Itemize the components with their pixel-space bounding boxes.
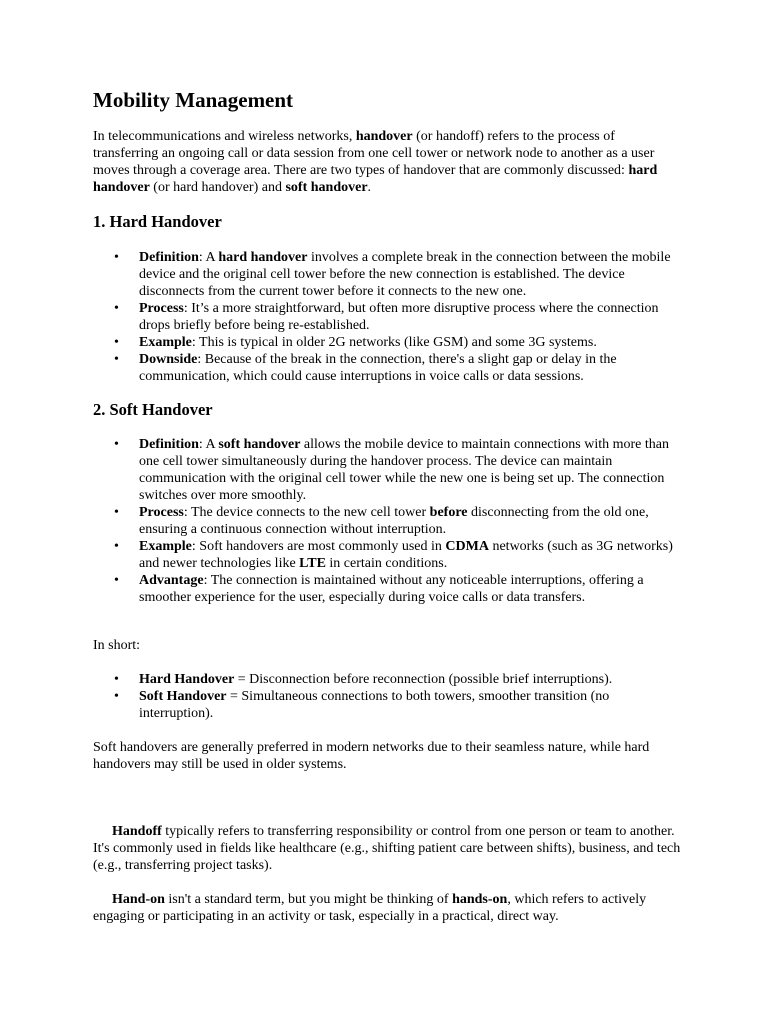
item-text: : It’s a more straightforward, but often more disruptive process where the connection drops briefly before being re-established. <box>139 301 659 333</box>
item-text: : Because of the break in the connection, there's a slight gap or delay in the communication, which could cause interruptions in voice calls or data sessions. <box>139 352 617 384</box>
handoff-paragraph <box>93 823 683 874</box>
intro-text: (or hard handover) and <box>149 180 286 195</box>
section-heading-hard-handover: 1. Hard Handover <box>93 212 222 231</box>
intro-bold-hard-handover: hard handover <box>93 163 658 195</box>
intro-paragraph <box>93 128 683 196</box>
list-item <box>93 334 683 351</box>
summary-paragraph: Soft handovers are generally preferred in modern networks due to their seamless nature, while hard handovers may still be used in older systems. <box>93 740 650 772</box>
intro-text: (or handoff) refers to the process of transferring an ongoing call or data session from one cell tower or network node to another as a user moves through a coverage area. There are two types of handover that are commonly discussed: <box>93 129 655 178</box>
item-label: Definition <box>139 250 199 265</box>
hard-handover-list <box>93 249 683 385</box>
list-item <box>93 538 683 572</box>
item-label: Downside <box>139 352 198 367</box>
item-label: Example <box>139 335 192 350</box>
item-bold: CDMA <box>445 539 489 554</box>
item-label: Process <box>139 301 184 316</box>
summary-list <box>93 671 683 722</box>
item-label: Definition <box>139 437 199 452</box>
item-label: Process <box>139 505 184 520</box>
list-item <box>93 436 683 504</box>
item-label: Hard Handover <box>139 672 235 687</box>
item-text: : The connection is maintained without any noticeable interruptions, offering a smoother experience for the user, especially during voice calls or data transfers. <box>139 573 644 605</box>
list-item <box>93 688 683 722</box>
hand-on-text: isn't a standard term, but you might be thinking of <box>164 892 453 907</box>
item-text: = Disconnection before reconnection (possible brief interruptions). <box>234 672 613 687</box>
intro-text: In telecommunications and wireless networks, <box>93 129 356 144</box>
page-title: Mobility Management <box>93 88 294 112</box>
list-item <box>93 572 683 606</box>
item-bold: before <box>429 505 468 520</box>
hand-on-text: , which refers to actively engaging or participating in an activity or task, especially in a practical, direct way. <box>93 892 647 924</box>
item-text: involves a complete break in the connection between the mobile device and the original cell tower before the new connection is established. The device disconnects from the current tower before it connects to the new one. <box>139 250 671 299</box>
handoff-text: typically refers to transferring responsibility or control from one person or team to another. It's commonly used in fields like healthcare (e.g., shifting patient care between shifts), business, and tech (e.g., transferring project tasks). <box>93 824 681 873</box>
item-label: Example <box>139 539 192 554</box>
intro-bold-soft-handover: soft handover <box>285 180 368 195</box>
item-text: : The device connects to the new cell tower <box>183 505 430 520</box>
in-short-label: In short: <box>93 638 141 653</box>
item-text: : A <box>198 250 219 265</box>
soft-handover-list <box>93 436 683 606</box>
intro-text: . <box>367 180 372 195</box>
item-label: Advantage <box>139 573 204 588</box>
hand-on-term: Hand-on <box>112 892 165 907</box>
item-text: allows the mobile device to maintain connections with more than one cell tower simultaneously during the handover process. The device can maintain communication with the original cell tower while the new one is being set up. The connection switches over more smoothly. <box>139 437 669 503</box>
handoff-term: Handoff <box>112 824 162 839</box>
list-item <box>93 249 683 300</box>
item-text: : This is typical in older 2G networks (like GSM) and some 3G systems. <box>191 335 597 350</box>
list-item <box>93 671 683 688</box>
item-text: networks (such as 3G networks) and newer technologies like <box>139 539 673 571</box>
item-text: disconnecting from the old one, ensuring a continuous connection without interruption. <box>139 505 649 537</box>
hands-on-term: hands-on <box>452 892 508 907</box>
list-item <box>93 351 683 385</box>
intro-bold-handover: handover <box>355 129 413 144</box>
hand-on-paragraph <box>93 891 683 925</box>
section-heading-soft-handover: 2. Soft Handover <box>93 400 213 419</box>
item-bold: hard handover <box>218 250 308 265</box>
item-label: Soft Handover <box>139 689 227 704</box>
item-bold: LTE <box>299 556 326 571</box>
item-text: = Simultaneous connections to both towers, smoother transition (no interruption). <box>139 689 610 721</box>
item-bold: soft handover <box>218 437 301 452</box>
item-text: in certain conditions. <box>325 556 448 571</box>
list-item <box>93 300 683 334</box>
item-text: : A <box>198 437 219 452</box>
list-item <box>93 504 683 538</box>
item-text: : Soft handovers are most commonly used in <box>191 539 446 554</box>
